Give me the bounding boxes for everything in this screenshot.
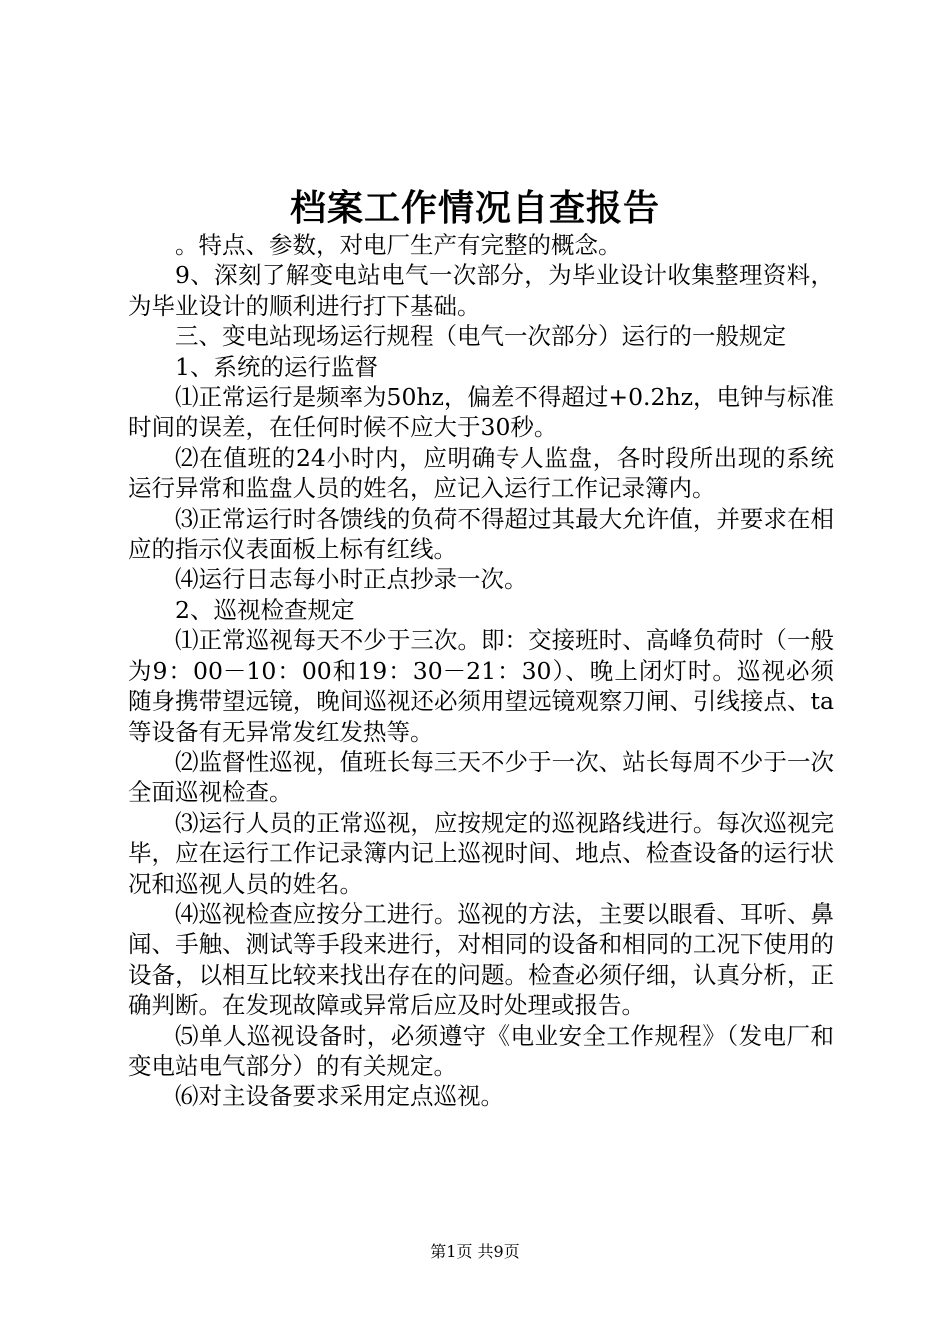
- paragraph: ⑸单人巡视设备时，必须遵守《电业安全工作规程》（发电厂和变电站电气部分）的有关规定。: [128, 1021, 834, 1080]
- paragraph: ⑵监督性巡视，值班长每三天不少于一次、站长每周不少于一次全面巡视检查。: [128, 747, 834, 807]
- paragraph: 9、深刻了解变电站电气一次部分，为毕业设计收集整理资料，为毕业设计的顺利进行打下基础。: [128, 261, 834, 320]
- paragraph: ⑴正常巡视每天不少于三次。即：交接班时、高峰负荷时（一般为9：00－10：00和19：30－21：30）、晚上闭灯时。巡视必须随身携带望远镜，晚间巡视还必须用望远镜观察刀闸、引线接点、ta等设备有无异常发红发热等。: [128, 626, 834, 746]
- paragraph: ⑷巡视检查应按分工进行。巡视的方法，主要以眼看、耳听、鼻闻、手触、测试等手段来进行，对相同的设备和相同的工况下使用的设备，以相互比较来找出存在的问题。检查必须仔细，认真分析，正确判断。在发现故障或异常后应及时处理或报告。: [128, 899, 834, 1020]
- paragraph: ⑴正常运行是频率为50hz，偏差不得超过+0.2hz，电钟与标准时间的误差，在任何时候不应大于30秒。: [128, 383, 834, 442]
- page-footer: 第1页 共9页: [430, 1242, 520, 1261]
- paragraph: ⑶正常运行时各馈线的负荷不得超过其最大允许值，并要求在相应的指示仪表面板上标有红线。: [128, 504, 834, 564]
- document-title: 档案工作情况自查报告: [289, 188, 660, 229]
- paragraph: 。特点、参数，对电厂生产有完整的概念。: [175, 231, 622, 259]
- paragraph: ⑶运行人员的正常巡视，应按规定的巡视路线进行。每次巡视完毕，应在运行工作记录簿内记上巡视时间、地点、检查设备的运行状况和巡视人员的姓名。: [128, 808, 834, 898]
- section-heading: 三、变电站现场运行规程（电气一次部分）运行的一般规定: [175, 322, 786, 351]
- subsection-heading: 2、巡视检查规定: [175, 595, 355, 624]
- paragraph: ⑷运行日志每小时正点抄录一次。: [175, 565, 528, 594]
- subsection-heading: 1、系统的运行监督: [175, 352, 378, 381]
- paragraph: ⑹对主设备要求采用定点巡视。: [175, 1082, 504, 1111]
- document-body: [128, 230, 834, 1112]
- paragraph: ⑵在值班的24小时内，应明确专人监盘，各时段所出现的系统运行异常和监盘人员的姓名，应记入运行工作记录簿内。: [128, 443, 834, 503]
